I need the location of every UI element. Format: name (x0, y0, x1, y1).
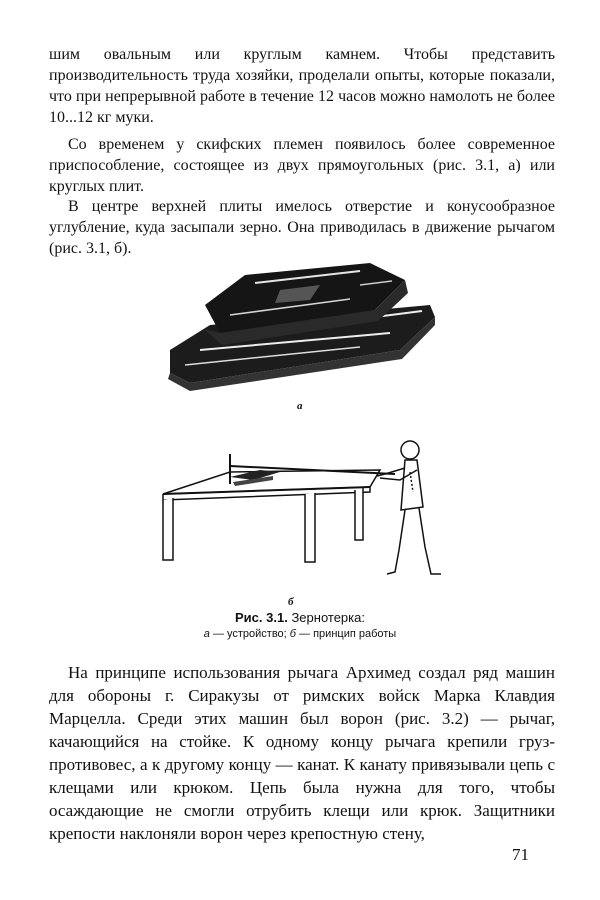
subfigure-a-label: а (297, 400, 303, 412)
legend-a-text: — устройство; (209, 628, 290, 640)
table (163, 470, 380, 562)
paragraph-2: Со временем у скифских племен появилось более современное приспособление, состоящее из двух прямоугольных (рис. 3.1, а) или круглых плит. (49, 136, 555, 195)
legend-b-text: — принцип работы (295, 628, 397, 640)
figure-caption-legend (0, 628, 600, 640)
subfigure-b-label: б (288, 596, 294, 608)
legend-a-letter: а (203, 628, 210, 640)
grinder-operation-illustration (155, 432, 455, 592)
paragraph-1: шим овальным или круглым камнем. Чтобы представить производительность труда хозяйки, проделали опыты, которые показали, что при непрерывной работе в течение 12 часов можно намолоть не более 10...12 кг муки. (49, 46, 555, 126)
paragraph-3: В центре верхней плиты имелось отверстие и конусообразное углубление, куда засыпали зерно. Она приводилась в движение рычагом (рис. 3.1, б). (49, 198, 555, 257)
figure-caption-title: Зернотерка: (291, 610, 365, 625)
paragraph-4: На принципе использования рычага Архимед создал ряд машин для обороны г. Сиракузы от римских войск Марка Клавдия Марцелла. Среди этих машин был ворон (рис. 3.2) — рычаг, качающийся на стойке. К одному концу рычага крепили груз-противовес, а к другому концу — канат. К канату привязывали цепь с клещами или крюком. Цепь была нужна для того, чтобы осаждающие не смогли отрубить клещи или крюк. Защитники крепости наклоняли ворон через крепостную стену, (49, 663, 555, 843)
figure-caption (0, 610, 600, 625)
worker (377, 441, 441, 574)
figure-caption-label: Рис. 3.1. (235, 610, 288, 625)
page-number: 71 (512, 845, 529, 864)
grain-grinder-illustration (160, 255, 440, 395)
legend-b-letter: б (289, 628, 296, 640)
